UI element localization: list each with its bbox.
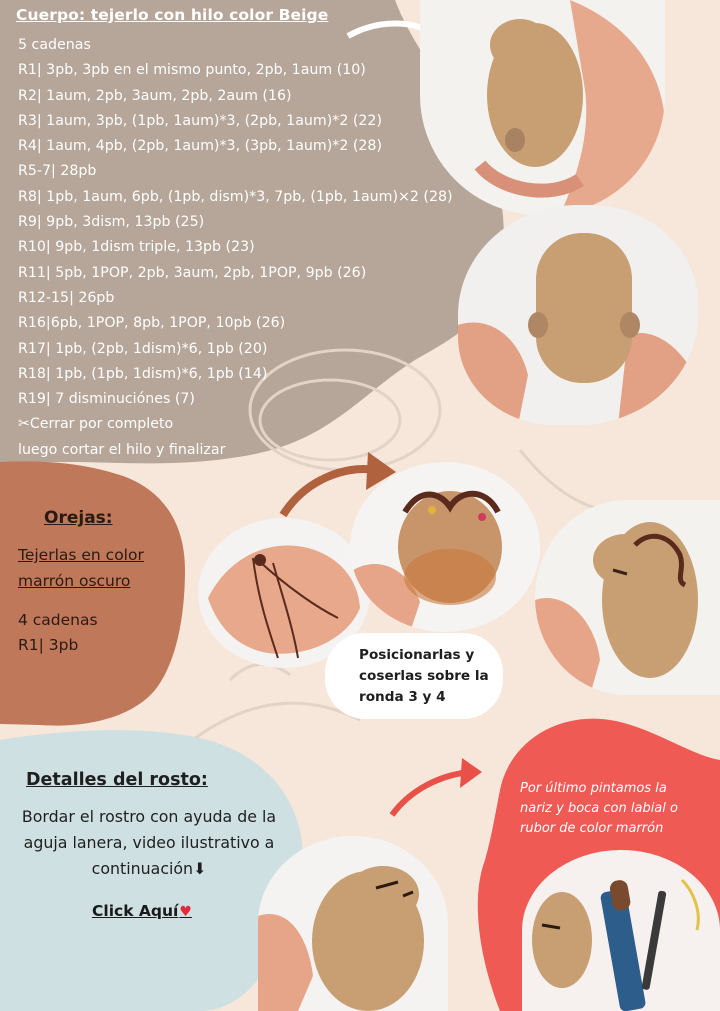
ears-chains-text: 4 cadenas: [18, 611, 98, 629]
face-instructions: Bordar el rostro con ayuda de la aguja lanera, video ilustrativo a continuación⬇: [21, 807, 277, 878]
caption-text: Posicionarlas y coserlas sobre la ronda 3 y 4: [359, 647, 489, 705]
list-item: R5-7| 28pb: [18, 163, 97, 180]
list-item: luego cortar el hilo y finalizar: [18, 441, 226, 458]
ears-attached-image: [350, 462, 540, 632]
list-item: R17| 1pb, (2pb, 1dism)*6, 1pb (20): [18, 340, 268, 357]
ears-rows: [18, 608, 98, 658]
final-note-text: Por último pintamos la nariz y boca con labial o rubor de color marrón: [520, 781, 678, 836]
list-item: R11| 5pb, 1POP, 2pb, 3aum, 2pb, 1POP, 9pb (26): [18, 264, 367, 281]
list-item: R12-15| 26pb: [18, 289, 115, 306]
photo-ears-side: [535, 500, 720, 695]
ears-row1-text: R1| 3pb: [18, 636, 79, 654]
ears-section-title: Orejas:: [44, 508, 113, 528]
photo-lipstick: [522, 850, 720, 1011]
ears-side-image: [535, 500, 720, 695]
click-here-label: Click Aquí: [92, 902, 179, 920]
body-section-title: Cuerpo: tejerlo con hilo color Beige: [16, 6, 329, 24]
photo-ears-attached: [350, 462, 540, 632]
list-item: 5 cadenas: [18, 37, 91, 53]
list-item: R2| 1aum, 2pb, 3aum, 2pb, 2aum (16): [18, 87, 292, 104]
red-arrow: [392, 758, 482, 815]
face-section-title: Detalles del rosto:: [26, 770, 208, 790]
ears-color-instruction: Tejerlas en color marrón oscuro: [18, 546, 144, 590]
click-here-link[interactable]: [92, 902, 192, 920]
photo-body-front: [458, 205, 698, 425]
list-item: R9| 9pb, 3dism, 13pb (25): [18, 214, 205, 231]
list-item: R4| 1aum, 4pb, (2pb, 1aum)*3, (3pb, 1aum)*2 (28): [18, 138, 382, 155]
list-item: R18| 1pb, (1pb, 1dism)*6, 1pb (14): [18, 365, 268, 382]
list-item: R10| 9pb, 1dism triple, 13pb (23): [18, 239, 255, 256]
list-item: R1| 3pb, 3pb en el mismo punto, 2pb, 1aum (10): [18, 62, 366, 79]
lipstick-image: [522, 850, 720, 1011]
list-item: R3| 1aum, 3pb, (1pb, 1aum)*3, (2pb, 1aum)*2 (22): [18, 112, 382, 129]
list-item: R16|6pb, 1POP, 8pb, 1POP, 10pb (26): [18, 315, 286, 332]
list-item: R19| 7 disminuciónes (7): [18, 391, 195, 408]
list-item: R8| 1pb, 1aum, 6pb, (1pb, dism)*3, 7pb, (1pb, 1aum)×2 (28): [18, 188, 453, 205]
crochet-body-front-image: [458, 205, 698, 425]
heart-icon: ♥: [179, 904, 192, 920]
body-rows-list: [18, 33, 453, 463]
list-item: ✂Cerrar por completo: [18, 416, 174, 433]
